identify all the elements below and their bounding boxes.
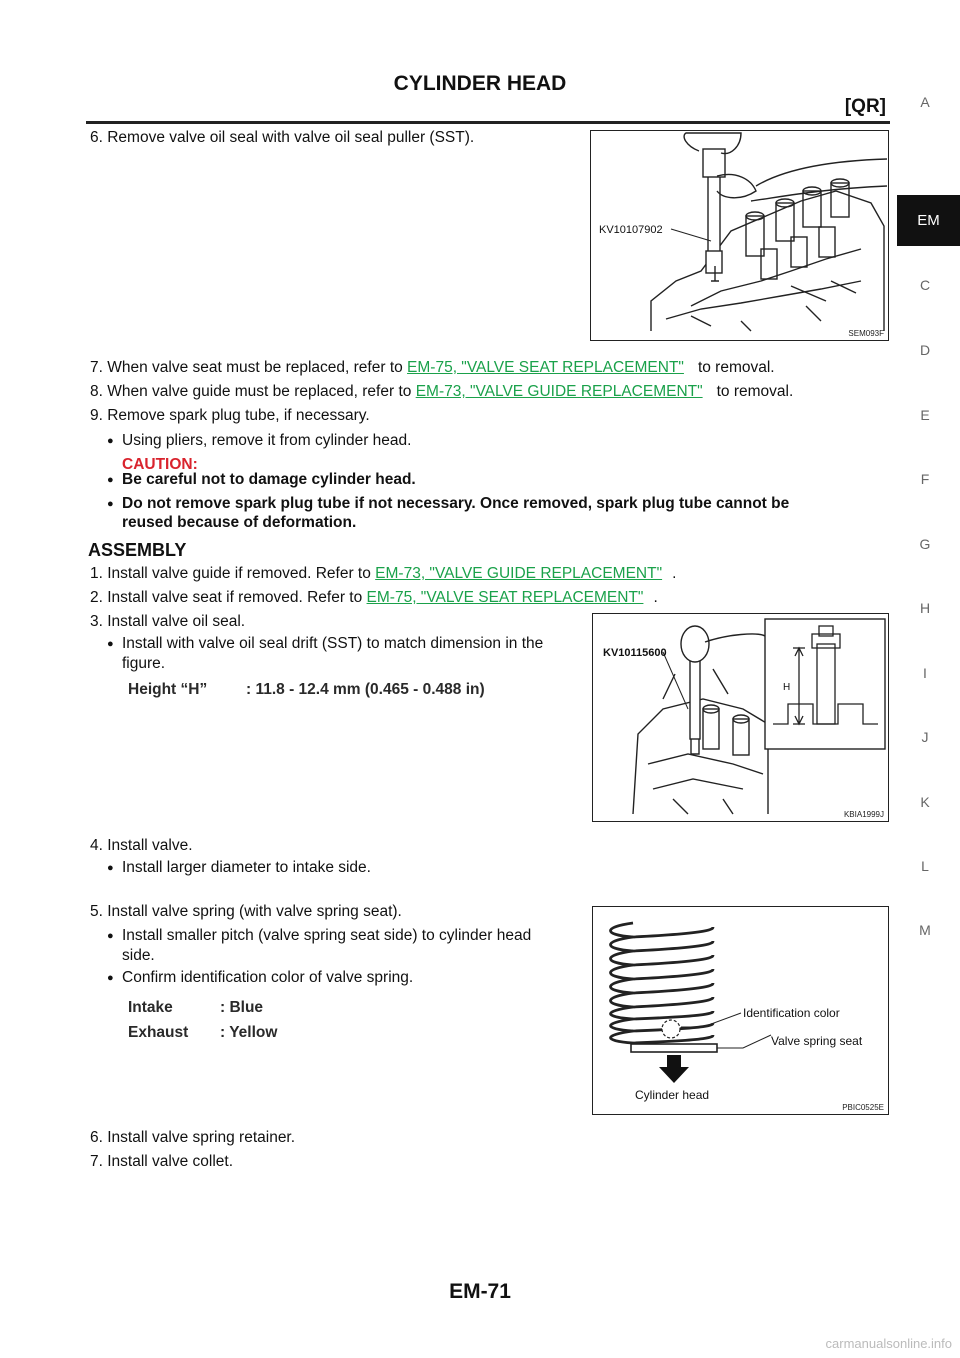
removal-step-9: 9. Remove spark plug tube, if necessary. [90, 407, 370, 424]
page-title: CYLINDER HEAD [393, 72, 567, 95]
engine-code: [QR] [844, 96, 886, 117]
side-tab-a[interactable]: A [920, 94, 930, 110]
assembly-step-4-bullet: ● Install larger diameter to intake side. [122, 858, 371, 878]
header-rule [86, 121, 890, 124]
spec-intake-value: : Blue [220, 999, 264, 1016]
removal-step-9-bullet: ● Using pliers, remove it from cylinder head. [122, 431, 411, 451]
figure-valve-oil-seal-puller [590, 130, 889, 341]
side-tab-m[interactable]: M [919, 922, 931, 938]
side-tab-d[interactable]: D [919, 342, 931, 358]
link-valve-guide-replacement[interactable]: EM-73, "VALVE GUIDE REPLACEMENT" [415, 383, 703, 400]
assembly-step-2: 2. Install valve seat if removed. Refer to EM-75, "VALVE SEAT REPLACEMENT" . [90, 589, 658, 606]
side-tab-l[interactable]: L [921, 858, 929, 874]
assembly-step-4: 4. Install valve. [90, 837, 193, 854]
spec-exhaust-label: Exhaust [128, 1024, 189, 1041]
watermark: carmanualsonline.info [825, 1336, 952, 1351]
assembly-step-3-bullet: ● Install with valve oil seal drift (SST) to match dimension in the [122, 634, 543, 654]
side-tab-k[interactable]: K [920, 794, 930, 810]
caution-item-2: ● Do not remove spark plug tube if not necessary. Once removed, spark plug tube cannot be [122, 494, 789, 514]
side-tab-g[interactable]: G [919, 536, 931, 552]
caution-item-1: ● Be careful not to damage cylinder head. [122, 470, 416, 490]
figure-label-cylinder-head: Cylinder head [635, 1088, 710, 1102]
removal-step-7: 7. When valve seat must be replaced, refer to EM-75, "VALVE SEAT REPLACEMENT" to removal. [90, 359, 775, 376]
assembly-step-1: 1. Install valve guide if removed. Refer to EM-73, "VALVE GUIDE REPLACEMENT" . [90, 565, 677, 582]
side-tab-em[interactable]: EM [897, 195, 960, 246]
side-tab-c[interactable]: C [919, 277, 931, 293]
caution-label: CAUTION: [122, 456, 198, 473]
figure-code: KBIA1999J [843, 810, 884, 819]
spec-height-label: Height “H” [128, 681, 208, 698]
spec-height-value: : 11.8 - 12.4 mm (0.465 - 0.488 in) [246, 681, 485, 698]
figure-valve-oil-seal-drift [592, 613, 889, 822]
figure-code: SEM093F [848, 329, 884, 338]
link-valve-guide-replacement[interactable]: EM-73, "VALVE GUIDE REPLACEMENT" [375, 565, 663, 582]
side-tab-j[interactable]: J [921, 729, 929, 745]
assembly-step-5: 5. Install valve spring (with valve spring seat). [90, 903, 402, 920]
figure-label-valve-spring-seat: Valve spring seat [771, 1034, 863, 1048]
side-tab-h[interactable]: H [919, 600, 931, 616]
assembly-step-7: 7. Install valve collet. [90, 1153, 234, 1170]
side-tab-f[interactable]: F [920, 471, 930, 487]
figure-tool-label: KV10107902 [599, 224, 663, 236]
assembly-step-5-bullet-1: ● Install smaller pitch (valve spring seat side) to cylinder head [122, 926, 531, 946]
removal-step-8: 8. When valve guide must be replaced, refer to EM-73, "VALVE GUIDE REPLACEMENT" to removal. [90, 383, 794, 400]
spec-exhaust-value: : Yellow [220, 1024, 278, 1041]
figure-valve-spring [592, 906, 889, 1115]
side-tab-i[interactable]: I [923, 665, 927, 681]
caution-item-2-cont: reused because of deformation. [122, 514, 357, 531]
figure-label-identification-color: Identification color [743, 1006, 840, 1020]
figure-tool-label: KV10115600 [603, 647, 667, 659]
side-tab-e[interactable]: E [920, 407, 930, 423]
section-heading-assembly: ASSEMBLY [88, 540, 187, 560]
assembly-step-3-bullet-cont: figure. [122, 655, 166, 672]
link-valve-seat-replacement[interactable]: EM-75, "VALVE SEAT REPLACEMENT" [366, 589, 644, 606]
assembly-step-5-bullet-1-cont: side. [122, 947, 155, 964]
removal-step-6: 6. Remove valve oil seal with valve oil seal puller (SST). [90, 129, 475, 146]
assembly-step-5-bullet-2: ● Confirm identification color of valve spring. [122, 968, 413, 988]
assembly-step-3: 3. Install valve oil seal. [90, 613, 246, 630]
page-number: EM-71 [449, 1280, 511, 1303]
link-valve-seat-replacement[interactable]: EM-75, "VALVE SEAT REPLACEMENT" [407, 359, 684, 376]
figure-dim-label: H [783, 682, 791, 693]
figure-code: PBIC0525E [842, 1103, 884, 1112]
assembly-step-6: 6. Install valve spring retainer. [90, 1129, 296, 1146]
spec-intake-label: Intake [128, 999, 173, 1016]
